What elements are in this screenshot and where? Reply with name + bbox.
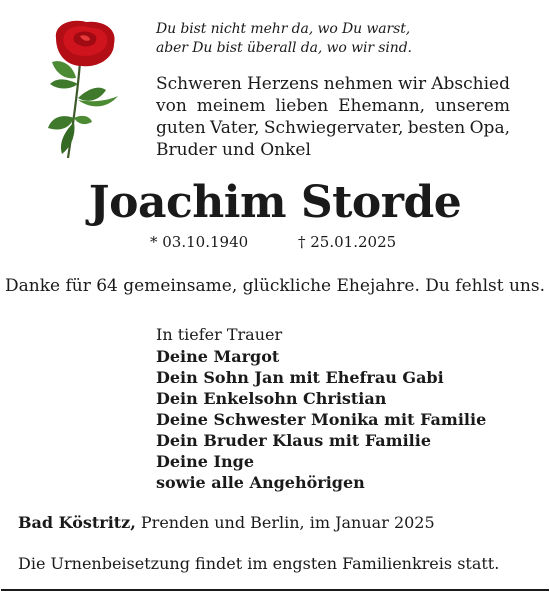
birth-date: * 03.10.1940 — [150, 233, 249, 251]
mourner: Dein Enkelsohn Christian — [156, 389, 387, 408]
thanks-line: Danke für 64 gemeinsame, glückliche Ehejahre. Du fehlst uns. — [4, 276, 545, 296]
mourning-heading: In tiefer Trauer — [156, 325, 283, 344]
place-rest: Prenden und Berlin, im Januar 2025 — [135, 513, 435, 532]
mourner: sowie alle Angehörigen — [156, 473, 365, 492]
rose-icon — [34, 18, 126, 164]
mourner: Deine Inge — [156, 452, 254, 471]
quote-line: aber Du bist überall da, wo wir sind. — [156, 40, 412, 56]
farewell-intro — [156, 73, 510, 161]
intro-line: von meinem lieben Ehemann, unserem — [156, 96, 510, 116]
place-and-date — [18, 512, 435, 533]
intro-line: Bruder und Onkel — [156, 140, 311, 160]
mourner: Deine Margot — [156, 347, 280, 366]
intro-line: Schweren Herzens nehmen wir Abschied — [156, 74, 510, 94]
mourner: Dein Bruder Klaus mit Familie — [156, 431, 432, 450]
intro-line: guten Vater, Schwiegervater, besten Opa, — [156, 118, 510, 138]
place-town: Bad Köstritz, — [18, 513, 136, 532]
memorial-quote — [156, 20, 536, 58]
mourner: Dein Sohn Jan mit Ehefrau Gabi — [156, 368, 444, 387]
deceased-name: Joachim Storde — [88, 177, 462, 228]
bottom-rule — [1, 589, 549, 591]
quote-line: Du bist nicht mehr da, wo Du warst, — [156, 21, 411, 37]
death-date: † 25.01.2025 — [298, 233, 397, 251]
mourners-list — [156, 324, 536, 493]
burial-note: Die Urnenbeisetzung findet im engsten Familienkreis statt. — [18, 554, 500, 573]
mourner: Deine Schwester Monika mit Familie — [156, 410, 487, 429]
